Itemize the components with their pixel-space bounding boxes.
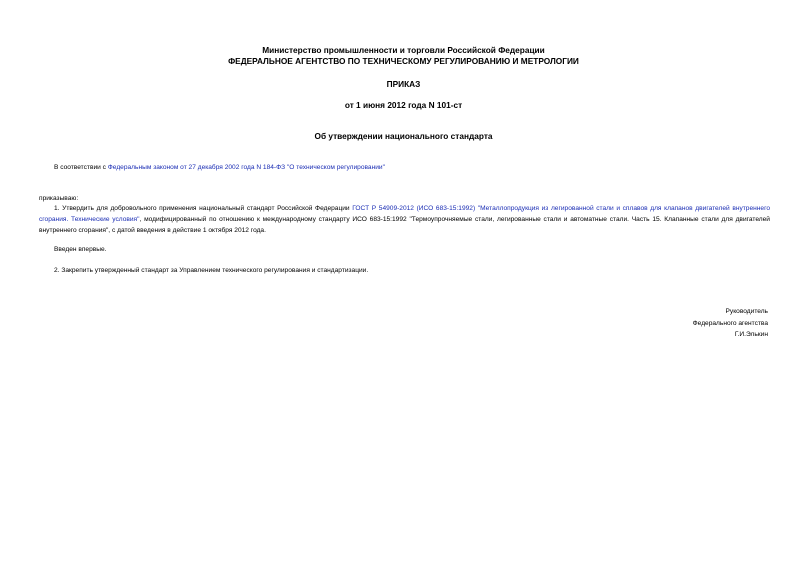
order-item-1 [39, 203, 770, 236]
signature-organization: Федерального агентства [692, 319, 768, 327]
signature-position: Руководитель [725, 308, 768, 315]
agency-title: ФЕДЕРАЛЬНОЕ АГЕНТСТВО ПО ТЕХНИЧЕСКОМУ РЕГУЛИРОВАНИЮ И МЕТРОЛОГИИ [228, 56, 579, 66]
standard-link[interactable]: ГОСТ Р 54909-2012 (ИСО 683-15:1992) "Металлопродукция из легированной стали и сплавов для клапанов двигателей внутреннего сгорания. Технические условия" [39, 205, 770, 223]
signature-name: Г.И.Элькин [734, 331, 768, 338]
preamble-prefix: В соответствии с [54, 164, 108, 171]
item1-suffix: , модифицированный по отношению к международному стандарту ИСО 683-15:1992 "Термоупрочняемые стали, легированные стали и автоматные стали. Часть 15. Клапанные стали для двигателей внутреннего сгорания", с датой введения в действие 1 октября 2012 года. [39, 216, 770, 234]
doc-date-number: от 1 июня 2012 года N 101-ст [344, 100, 463, 110]
ministry-title: Министерство промышленности и торговли Российской Федерации [262, 45, 545, 55]
order-word: приказываю: [39, 195, 79, 202]
order-item-2: 2. Закрепить утвержденный стандарт за Управлением технического регулирования и стандартизации. [54, 267, 369, 274]
federal-law-link[interactable]: Федеральным законом от 27 декабря 2002 года N 184-ФЗ "О техническом регулировании" [107, 164, 385, 171]
item1-prefix: 1. Утвердить для добровольного применения национальный стандарт Российской Федерации [54, 205, 353, 212]
doc-type-title: ПРИКАЗ [386, 79, 421, 89]
preamble [54, 162, 770, 173]
introduced-note: Введен впервые. [54, 246, 107, 253]
doc-subject: Об утверждении национального стандарта [314, 131, 493, 141]
signature-block [693, 306, 768, 341]
